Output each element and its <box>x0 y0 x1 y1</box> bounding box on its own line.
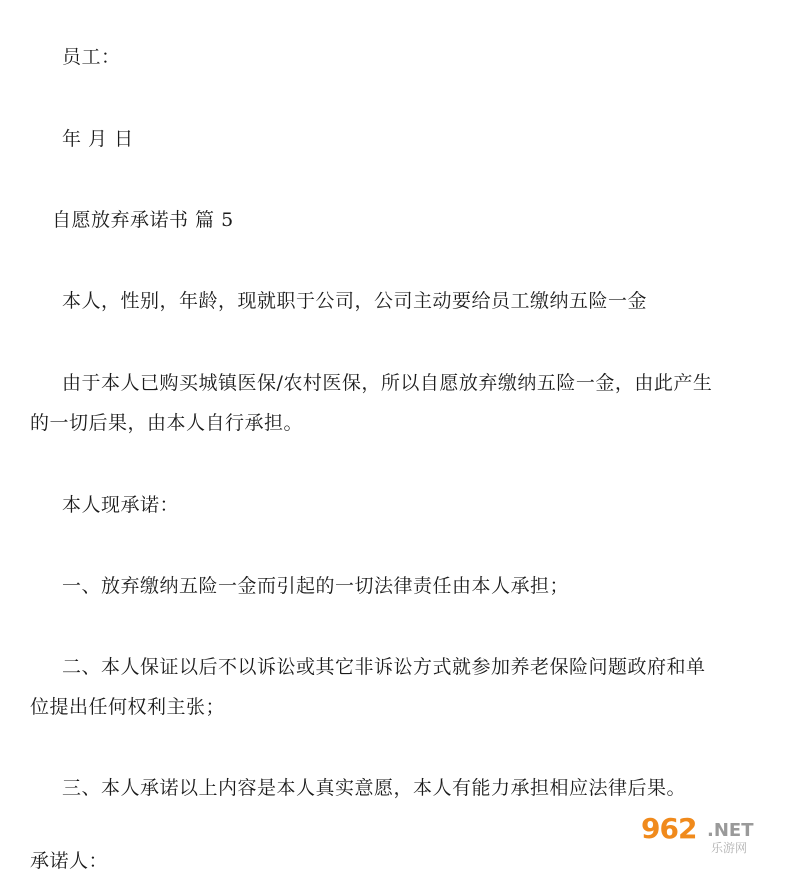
employee-label: 员工： <box>62 46 121 68</box>
date-line: 年 月 日 <box>62 128 134 150</box>
site-watermark <box>641 810 777 856</box>
section-heading: 自愿放弃承诺书 篇 5 <box>52 209 234 231</box>
commitment-item-1: 一、放弃缴纳五险一金而引起的一切法律责任由本人承担； <box>62 575 570 597</box>
commitment-item-3: 三、本人承诺以上内容是本人真实意愿，本人有能力承担相应法律后果。 <box>62 777 687 799</box>
paragraph-2-line-1: 由于本人已购买城镇医保/农村医保，所以自愿放弃缴纳五险一金，由此产生 <box>62 372 713 394</box>
watermark-logo: 962 <box>641 812 697 845</box>
commitment-item-2-line-1: 二、本人保证以后不以诉讼或其它非诉讼方式就参加养老保险问题政府和单 <box>62 656 706 678</box>
paragraph-1: 本人，性别，年龄，现就职于公司，公司主动要给员工缴纳五险一金 <box>62 290 648 312</box>
commitment-item-2-line-2: 位提出任何权利主张； <box>30 696 226 718</box>
paragraph-2-line-2: 的一切后果，由本人自行承担。 <box>30 412 304 434</box>
watermark-net: .NET <box>707 820 754 841</box>
watermark-subtitle: 乐游网 <box>711 841 748 855</box>
signatory-label: 承诺人： <box>30 850 109 872</box>
commitment-heading: 本人现承诺： <box>62 494 180 516</box>
